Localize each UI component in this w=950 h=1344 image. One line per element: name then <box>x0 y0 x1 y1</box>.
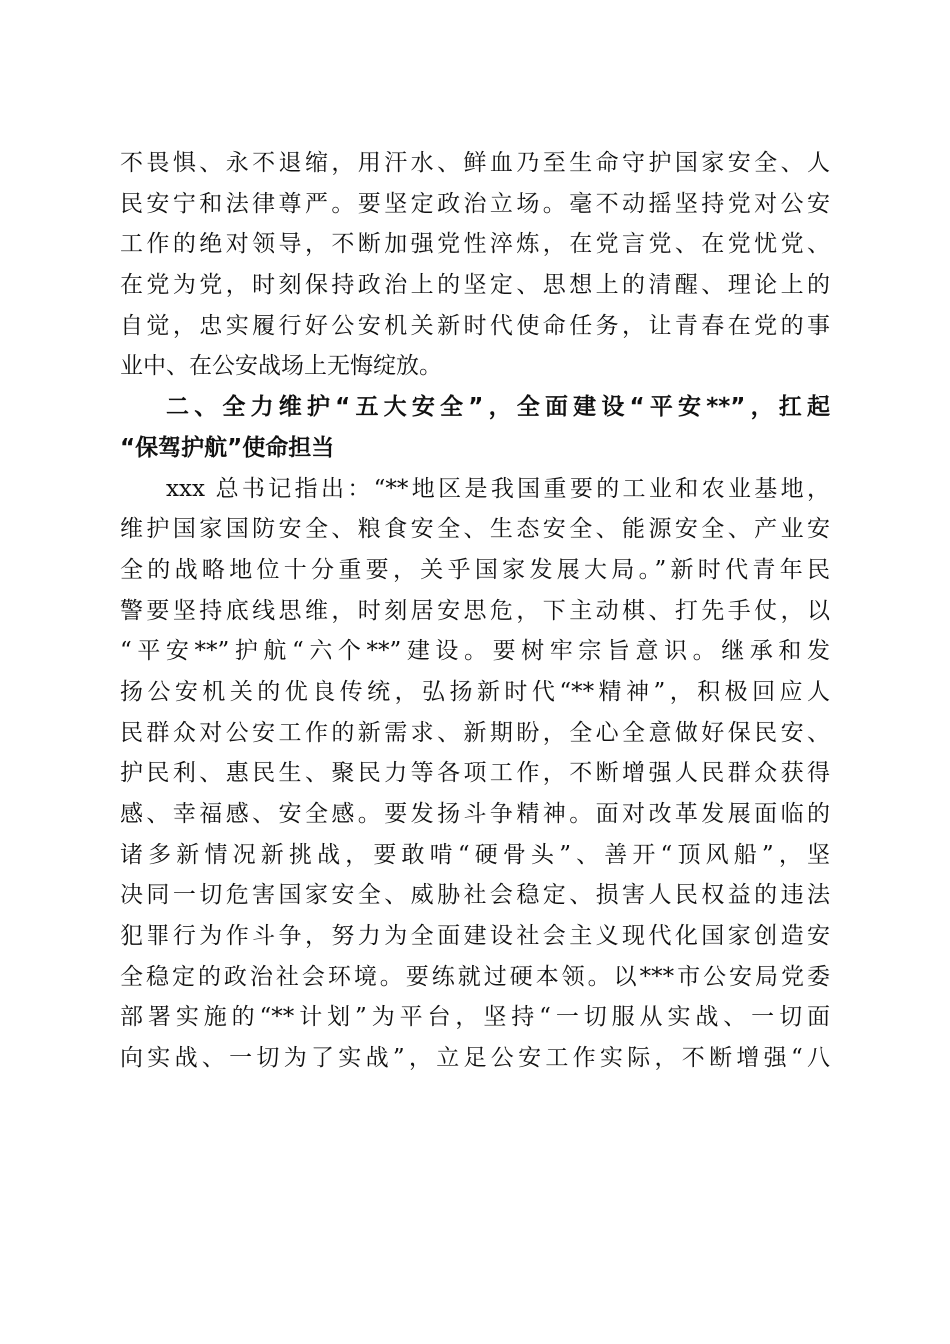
heading-line: “保驾护航”使命担当 <box>120 434 335 461</box>
text-line: 护民利、惠民生、聚民力等各项工作，不断增强人民群众获得 <box>120 760 830 787</box>
text-line: 自觉，忠实履行好公安机关新时代使命任务，让青春在党的事 <box>120 312 830 339</box>
section-heading <box>120 387 830 468</box>
text-line: 民安宁和法律尊严。要坚定政治立场。毫不动摇坚持党对公安 <box>120 190 830 217</box>
text-line: 向实战、一切为了实战”，立足公安工作实际，不断增强“八 <box>120 1045 830 1072</box>
text-line: 诸多新情况新挑战，要敢啃“硬骨头”、善开“顶风船”，坚 <box>120 841 830 868</box>
text-line: 感、幸福感、安全感。要发扬斗争精神。面对改革发展面临的 <box>120 801 830 827</box>
text-line: 民群众对公安工作的新需求、新期盼，全心全意做好保民安、 <box>120 719 830 746</box>
text-line: 扬公安机关的优良传统，弘扬新时代“**精神”，积极回应人 <box>120 678 830 705</box>
text-line: 全的战略地位十分重要，关乎国家发展大局。”新时代青年民 <box>120 556 830 583</box>
text-line: 全稳定的政治社会环境。要练就过硬本领。以***市公安局党委 <box>120 963 830 990</box>
heading-line: 二、全力维护“五大安全”，全面建设“平安**”，扛起 <box>166 394 830 421</box>
paragraph-1 <box>120 143 830 387</box>
text-line: “平安**”护航“六个**”建设。要树牢宗旨意识。继承和发 <box>120 638 830 665</box>
text-line: xxx 总书记指出：“**地区是我国重要的工业和农业基地， <box>166 475 830 502</box>
text-line: 部署实施的“**计划”为平台，坚持“一切服从实战、一切面 <box>120 1004 830 1031</box>
text-line: 警要坚持底线思维，时刻居安思危，下主动棋、打先手仗，以 <box>120 597 830 624</box>
text-line: 维护国家国防安全、粮食安全、生态安全、能源安全、产业安 <box>120 516 830 543</box>
text-line: 工作的绝对领导，不断加强党性淬炼，在党言党、在党忧党、 <box>120 231 830 258</box>
paragraph-2 <box>120 469 830 1079</box>
text-line: 不畏惧、永不退缩，用汗水、鲜血乃至生命守护国家安全、人 <box>120 150 830 176</box>
text-line: 在党为党，时刻保持政治上的坚定、思想上的清醒、理论上的 <box>120 272 830 299</box>
text-line: 决同一切危害国家安全、威胁社会稳定、损害人民权益的违法 <box>120 882 830 909</box>
text-line: 业中、在公安战场上无悔绽放。 <box>120 353 442 380</box>
text-line: 犯罪行为作斗争，努力为全面建设社会主义现代化国家创造安 <box>120 923 830 950</box>
document-body <box>120 143 830 1079</box>
